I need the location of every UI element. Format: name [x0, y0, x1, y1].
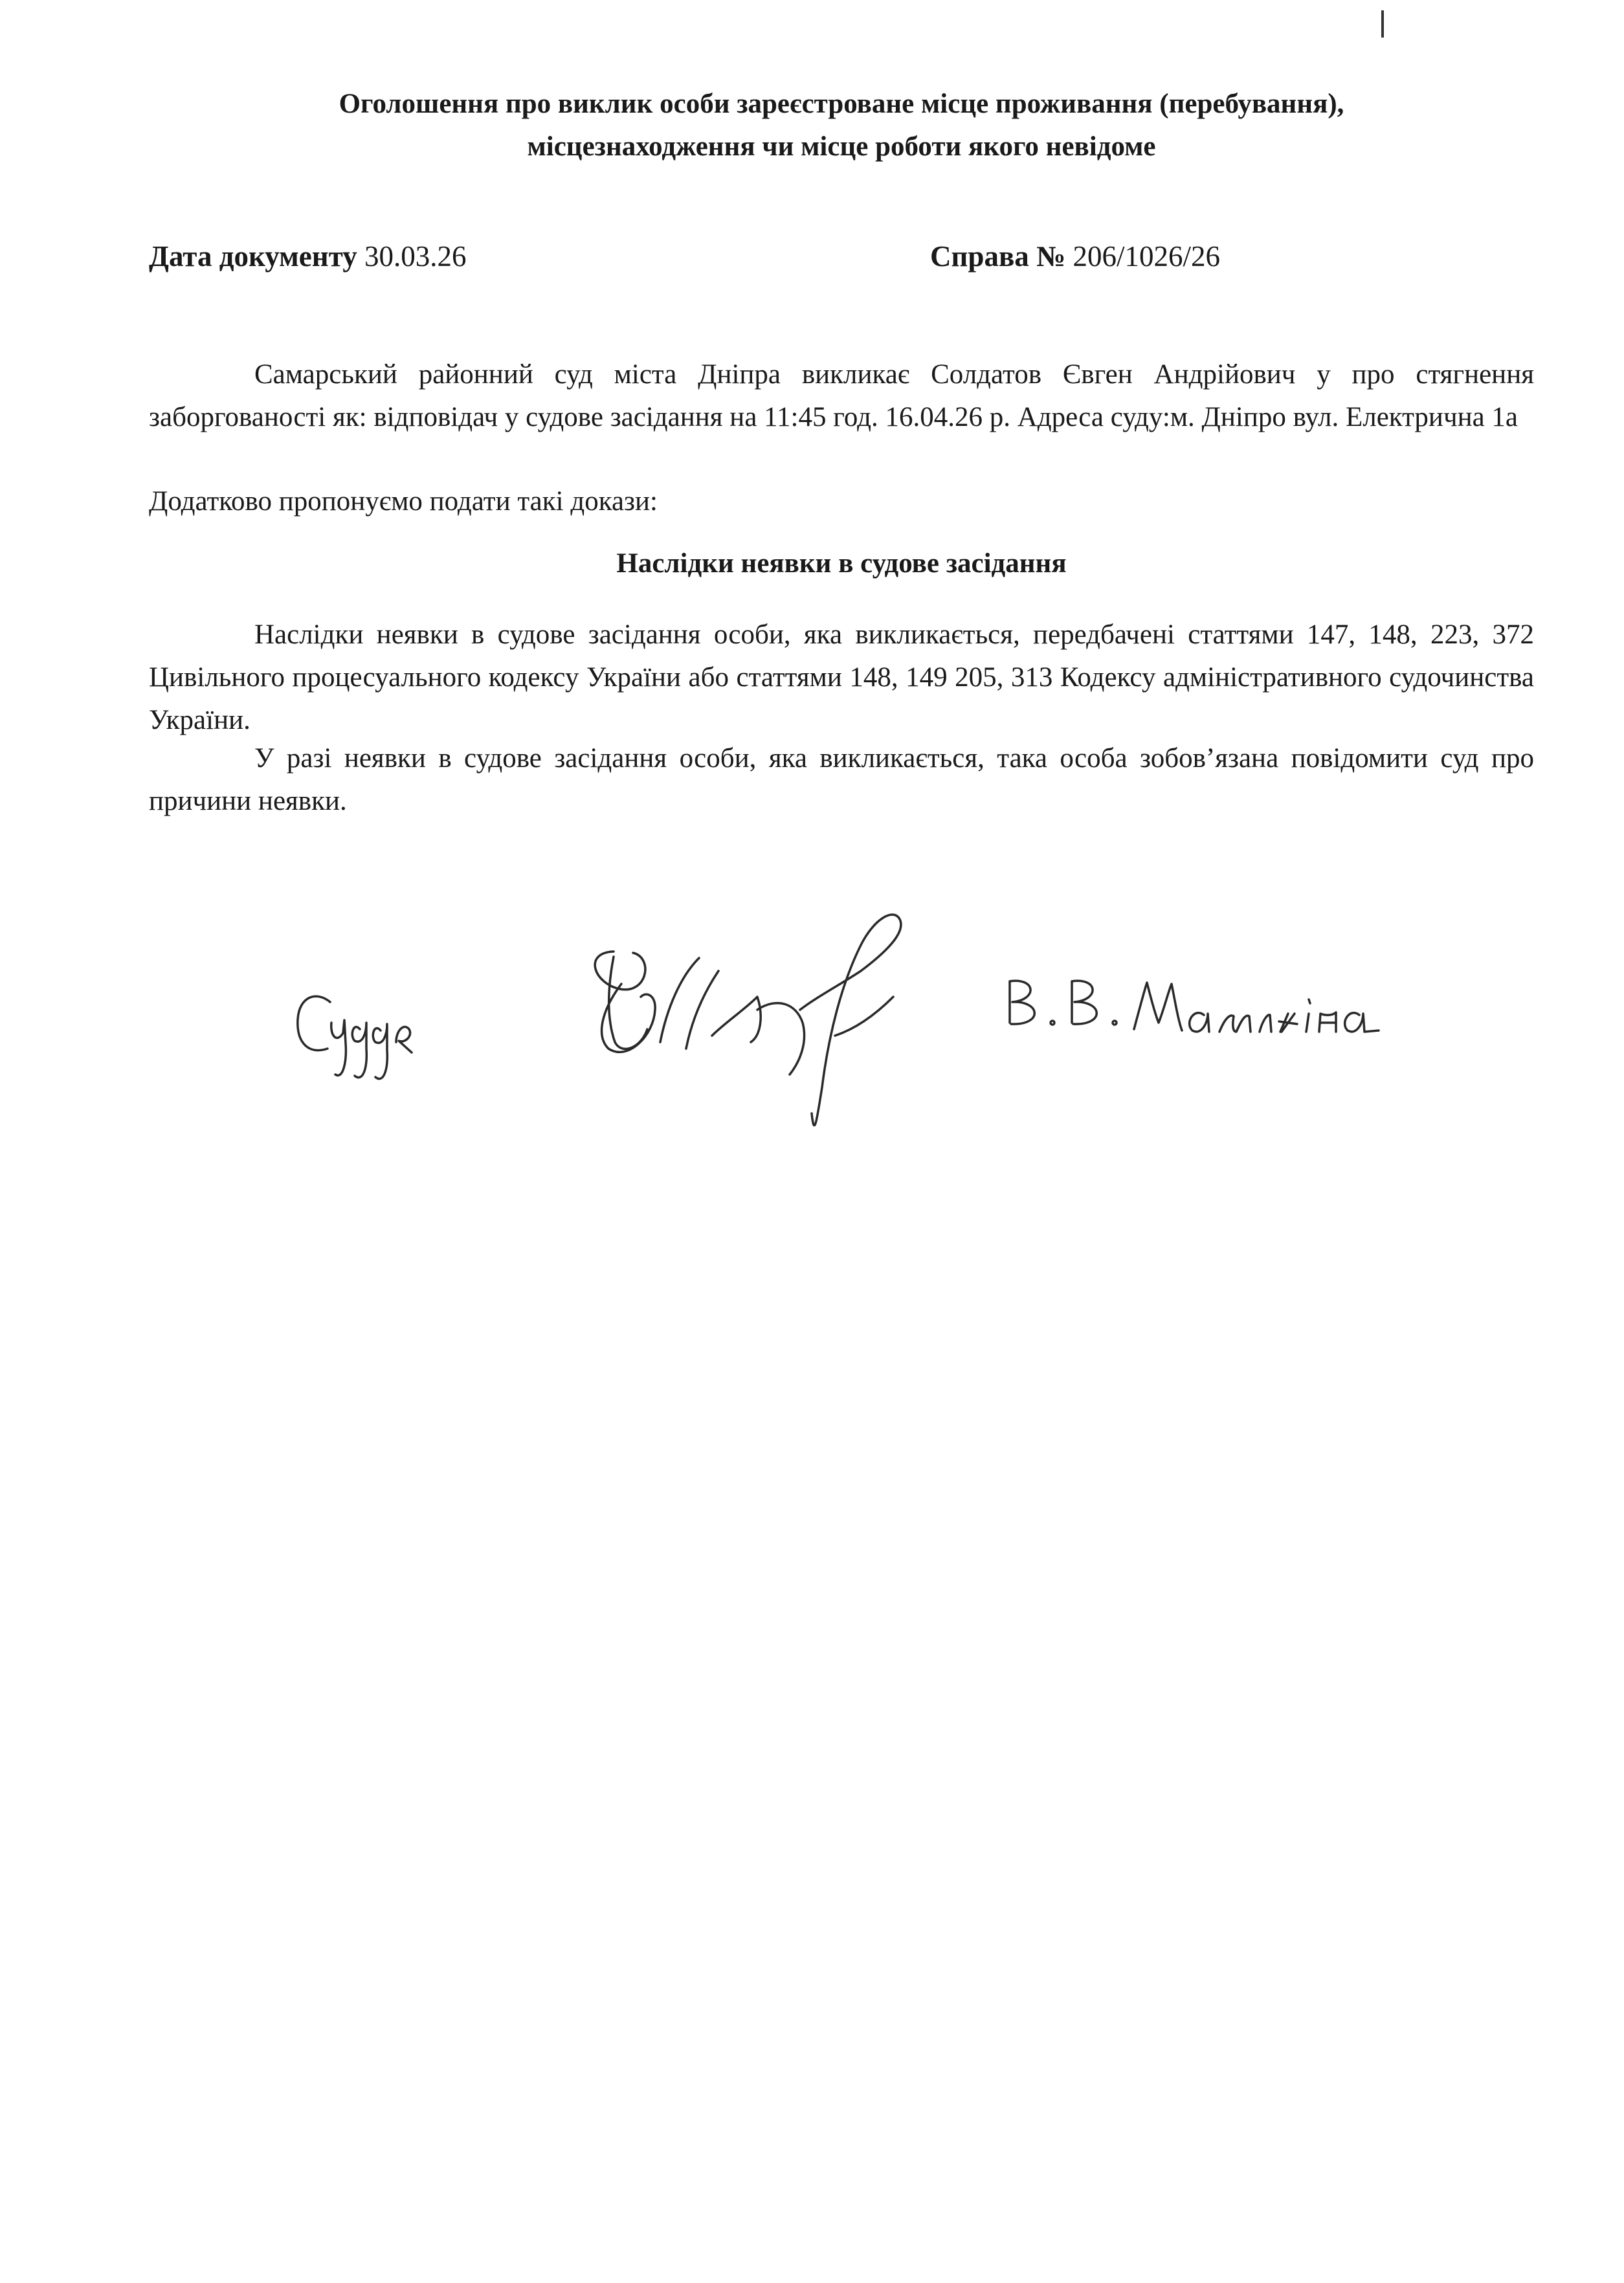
- scan-artifact-mark: [1381, 10, 1384, 38]
- handwritten-name: [1010, 981, 1379, 1032]
- summons-paragraph: Самарський районний суд міста Дніпра викликає Солдатов Євген Андрійович у про стягнення заборгованості як: відповідач у судове засідання на 11:45 год. 16.04.26 р. Адреса суду:м. Дніпро вул. Електрична 1а: [149, 359, 1534, 432]
- title-line-1: Оголошення про виклик особи зареєстроване місце проживання (перебування),: [339, 89, 1344, 119]
- handwritten-role: [298, 996, 412, 1078]
- case-number: [930, 238, 1220, 274]
- title-line-2: місцезнаходження чи місце роботи якого невідоме: [527, 131, 1156, 162]
- case-value: 206/1026/26: [1073, 240, 1220, 273]
- consequences-paragraph: Наслідки неявки в судове засідання особи, яка викликається, передбачені статтями 147, 148, 223, 372 Цивільного процесуального кодексу України або статтями 148, 149 205, 313 Кодексу адміністративного судочинства України.: [149, 619, 1534, 735]
- signature-scribble: [595, 915, 901, 1126]
- date-label: Дата документу: [149, 240, 357, 273]
- date-value: 30.03.26: [364, 240, 467, 273]
- case-label: Справа №: [930, 240, 1066, 273]
- document-title: [149, 83, 1534, 168]
- consequences-heading: Наслідки неявки в судове засідання: [616, 548, 1067, 579]
- obligation-paragraph: У разі неявки в судове засідання особи, яка викликається, така особа зобов’язана повідомити суд про причини неявки.: [149, 743, 1534, 816]
- evidence-paragraph: Додатково пропонуємо подати такі докази:: [149, 486, 658, 517]
- document-date: [149, 238, 466, 274]
